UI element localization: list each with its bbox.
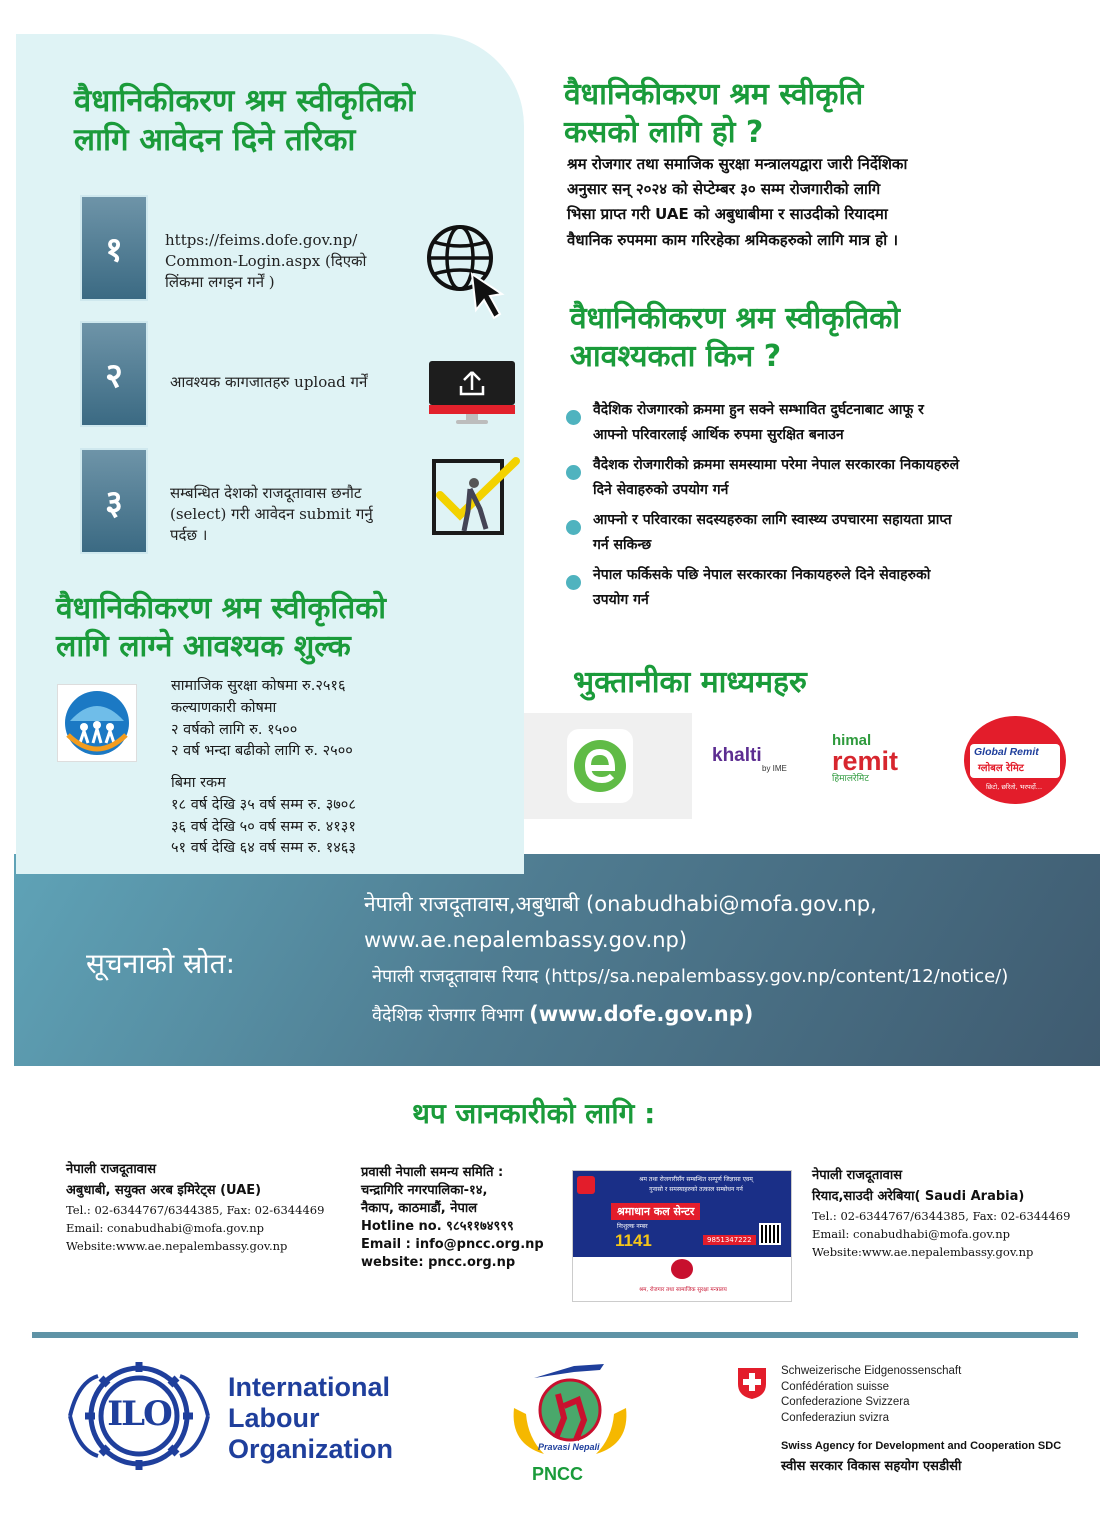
who-para-line-3: भिसा प्राप्त गरी UAE को अबुधाबीमा र साउदीको रियादमा	[567, 205, 888, 224]
step-3-text	[170, 483, 373, 546]
pncc-arc-text: Pravasi Nepali	[538, 1442, 600, 1452]
fee-ssf: सामाजिक सुरक्षा कोषमा रु.२५१६	[171, 678, 346, 694]
step-2-line-1: आवश्यक कागजातहरु upload गर्नें	[170, 373, 368, 391]
qr-code-icon	[759, 1223, 781, 1245]
pncc-hotline: Hotline no. ९८५११७४९९९	[361, 1218, 514, 1234]
who-title	[564, 76, 863, 151]
fee-title-line-1: वैधानिकीकरण श्रम स्वीकृतिको	[56, 591, 387, 626]
bullet-1-line-1: वैदेशिक रोजगारको क्रममा हुन सक्ने सम्भावित दुर्घटनाबाट आफू र	[593, 402, 924, 418]
source-dofe-label: वैदेशिक रोजगार विभाग	[372, 1005, 524, 1026]
uae-phone: Tel.: 02-6344767/6344385, Fax: 02-6344469	[66, 1203, 325, 1218]
step-2-box	[80, 321, 148, 427]
uae-email[interactable]: Email: conabudhabi@mofa.gov.np	[66, 1221, 265, 1236]
swiss-fr: Confédération suisse	[781, 1380, 890, 1393]
himal-sub: हिमालरेमिट	[832, 774, 869, 784]
info-source-label: सूचनाको स्रोत:	[86, 947, 236, 980]
why-bullet-1	[566, 398, 1086, 447]
who-title-line-1: वैधानिकीकरण श्रम स्वीकृति	[564, 77, 864, 112]
who-para-line-2: अनुसार सन् २०२४ को सेप्टेम्बर ३० सम्म रोजगारीको लागि	[567, 180, 881, 199]
saudi-email[interactable]: Email: conabudhabi@mofa.gov.np	[812, 1227, 1011, 1242]
bullet-3-line-2: गर्न सकिन्छ	[593, 536, 652, 553]
himal-name-1: himal	[832, 732, 872, 749]
call-center-logo	[577, 1176, 595, 1194]
step-1-link-line-1[interactable]: https://feims.dofe.gov.np/	[165, 231, 358, 249]
call-center-top-1: श्रम तथा रोजगारीसँग सम्बन्धित सम्पूर्ण जिज्ञासा एवम्	[639, 1176, 753, 1183]
who-para-line-4: वैधानिक रुपममा काम गरिरहेका श्रमिकहरुको लागि मात्र हो ।	[567, 230, 899, 249]
bullet-dot	[566, 465, 581, 480]
saudi-embassy-location: रियाद,साउदी अरेबिया( Saudi Arabia)	[812, 1188, 1025, 1204]
source-dofe-link[interactable]: (www.dofe.gov.np)	[529, 1002, 754, 1026]
bullet-3-line-1: आफ्नो र परिवारका सदस्यहरुका लागि स्वास्थ्य उपचारमा सहायता प्राप्त	[593, 512, 952, 528]
khalti-logo[interactable]	[712, 745, 787, 773]
step-1-number: १	[105, 230, 123, 270]
why-bullet-4	[566, 563, 1086, 612]
global-remit-logo[interactable]	[964, 716, 1066, 804]
payment-title: भुक्तानीका माध्यमहरु	[573, 665, 807, 700]
fee-title	[56, 590, 386, 665]
sdc-name-np: स्वीस सरकार विकास सहयोग एसडीसी	[781, 1459, 962, 1474]
saudi-website[interactable]: Website:www.ae.nepalembassy.gov.np	[812, 1245, 1034, 1260]
bullet-dot	[566, 520, 581, 535]
checkbox-person-icon	[430, 455, 520, 539]
contact-pncc	[361, 1164, 544, 1272]
ilo-name	[228, 1372, 393, 1464]
apply-title-line-1: वैधानिकीकरण श्रम स्वीकृतिको	[74, 83, 416, 119]
why-title-line-2: आवश्यकता किन ?	[570, 338, 782, 374]
call-center-mobile: 9851347222	[703, 1235, 756, 1245]
khalti-by: by IME	[762, 764, 787, 773]
globe-cursor-icon	[426, 222, 506, 320]
step-3-line-2: (select) गरी आवेदन submit गर्नु	[170, 505, 373, 523]
esewa-logo	[567, 729, 633, 803]
step-2-number: २	[105, 356, 123, 396]
fee-welfare-2yr: २ वर्षको लागि रु. १५००	[171, 721, 298, 738]
pncc-email[interactable]: Email : info@pncc.org.np	[361, 1236, 544, 1252]
bullet-4-line-2: उपयोग गर्न	[593, 591, 649, 608]
pncc-name: प्रवासी नेपाली समन्य समिति :	[361, 1165, 504, 1180]
step-1-text	[165, 230, 366, 293]
ilo-name-2: Labour	[228, 1402, 320, 1433]
contact-saudi	[812, 1166, 1070, 1262]
fee-title-line-2: लागि लाग्ने आवश्यक शुल्क	[56, 628, 351, 664]
fees-block	[171, 676, 356, 860]
call-center-top-text	[603, 1175, 789, 1194]
step-3-number: ३	[105, 483, 123, 523]
pncc-address-1: चन्द्रागिरि नगरपालिका-१४,	[361, 1182, 488, 1198]
why-title	[570, 300, 900, 375]
swiss-confederation	[781, 1364, 961, 1426]
step-3-box	[80, 448, 148, 554]
why-bullet-list	[566, 398, 1086, 612]
why-bullet-3	[566, 508, 1086, 557]
step-1-link-line-2[interactable]: Common-Login.aspx (दिएको	[165, 252, 367, 270]
bullet-dot	[566, 575, 581, 590]
step-3-line-1: सम्बन्धित देशको राजदूतावास छनौट	[170, 484, 362, 502]
global-remit-name-np: ग्लोबल रेमिट	[978, 763, 1024, 774]
pncc-name-text: PNCC	[532, 1464, 584, 1484]
global-remit-slogan: छिटो, छरितो, भरपर्दो...	[986, 783, 1043, 791]
insurance-label: बिमा रकम	[171, 775, 226, 791]
social-security-fund-logo	[57, 684, 137, 762]
call-center-poster	[572, 1170, 792, 1302]
call-center-title: श्रमाधान कल सेन्टर	[611, 1203, 700, 1220]
insurance-51-64: ५१ वर्ष देखि ६४ वर्ष सम्म रु. १४६३	[171, 840, 356, 857]
step-1-box	[80, 195, 148, 301]
more-info-title: थप जानकारीको लागि :	[412, 1097, 656, 1130]
call-center-free-label: निःशुल्क नम्बर	[617, 1223, 648, 1230]
call-center-footer: श्रम, रोजगार तथा सामाजिक सुरक्षा मन्त्रालय	[639, 1287, 727, 1293]
himal-remit-logo[interactable]	[832, 733, 898, 785]
source-abudhabi-website[interactable]: www.ae.nepalembassy.gov.np)	[364, 928, 688, 952]
step-3-line-3: पर्दछ ।	[170, 526, 208, 544]
who-para-line-1: श्रम रोजगार तथा समाजिक सुरक्षा मन्त्रालयद्वारा जारी निर्देशिका	[567, 155, 908, 173]
bullet-2-line-2: दिने सेवाहरुको उपयोग गर्न	[593, 481, 729, 498]
saudi-embassy-name: नेपाली राजदूतावास	[812, 1168, 903, 1183]
bullet-1-line-2: आफ्नो परिवारलाई आर्थिक रुपमा सुरक्षित बनाउन	[593, 426, 844, 443]
source-dofe[interactable]	[372, 1004, 753, 1025]
step-2-text	[170, 372, 367, 393]
ilo-name-3: Organization	[228, 1433, 394, 1464]
bullet-dot	[566, 410, 581, 425]
insurance-18-35: १८ वर्ष देखि ३५ वर्ष सम्म रु. ३७०८	[171, 796, 356, 813]
ilo-name-1: International	[228, 1372, 391, 1402]
bullet-2-line-1: वैदेशक रोजगारीको क्रममा समस्यामा परेमा नेपाल सरकारका निकायहरुले	[593, 457, 960, 473]
call-center-number: 1141	[615, 1231, 652, 1250]
himal-name-2: remit	[832, 746, 899, 776]
nepal-emblem-icon	[671, 1259, 693, 1279]
step-1-line-3: लिंकमा लगइन गर्नें )	[165, 273, 275, 291]
fee-welfare-label: कल्याणकारी कोषमा	[171, 699, 277, 716]
swiss-de: Schweizerische Eidgenossenschaft	[781, 1365, 962, 1377]
source-abudhabi[interactable]: नेपाली राजदूतावास,अबुधाबी (onabudhabi@mofa.gov.np,	[364, 892, 877, 916]
saudi-phone: Tel.: 02-6344767/6344385, Fax: 02-6344469	[812, 1209, 1071, 1224]
contact-uae	[66, 1160, 324, 1256]
why-title-line-1: वैधानिकीकरण श्रम स्वीकृतिको	[570, 301, 901, 336]
who-title-line-2: कसको लागि हो ?	[564, 114, 764, 150]
uae-embassy-location: अबुधाबी, सयुक्त अरब इमिरेट्स (UAE)	[66, 1182, 262, 1198]
ssf-logo-icon	[58, 685, 136, 761]
esewa-tile[interactable]	[524, 713, 692, 819]
bullet-4-line-1: नेपाल फर्किसके पछि नेपाल सरकारका निकायहरुले दिने सेवाहरुको	[593, 567, 931, 583]
global-remit-name: Global Remit	[974, 746, 1039, 758]
swiss-rm: Confederaziun svizra	[781, 1411, 890, 1424]
who-paragraph	[567, 152, 1067, 253]
pncc-website[interactable]: website: pncc.org.np	[361, 1254, 516, 1270]
footer-divider	[32, 1332, 1078, 1338]
esewa-icon	[572, 738, 628, 794]
pncc-address-2: नैकाप, काठमाडौं, नेपाल	[361, 1200, 478, 1216]
ilo-mark-text: ILO	[107, 1394, 171, 1434]
apply-title-line-2: लागि आवेदन दिने तरिका	[74, 121, 356, 158]
fee-welfare-more: २ वर्ष भन्दा बढीको लागि रु. २५००	[171, 743, 353, 760]
sdc-name-en: Swiss Agency for Development and Cooperation SDC	[781, 1440, 1062, 1452]
source-riyadh[interactable]: नेपाली राजदूतावास रियाद (https//sa.nepalembassy.gov.np/content/12/notice/)	[372, 966, 1009, 987]
swiss-it: Confederazione Svizzera	[781, 1396, 910, 1409]
apply-title	[74, 82, 415, 160]
call-center-top-2: गुनासो र समस्याहरुको तत्काल सम्बोधन गर्न	[649, 1185, 743, 1193]
khalti-name: khalti	[712, 745, 762, 766]
upload-monitor-icon	[428, 360, 516, 426]
uae-website[interactable]: Website:www.ae.nepalembassy.gov.np	[66, 1239, 288, 1254]
uae-embassy-name: नेपाली राजदूतावास	[66, 1162, 157, 1177]
swiss-cross-icon	[736, 1366, 768, 1400]
why-bullet-2	[566, 453, 1086, 502]
insurance-36-50: ३६ वर्ष देखि ५० वर्ष सम्म रु. ४१३१	[171, 818, 356, 835]
